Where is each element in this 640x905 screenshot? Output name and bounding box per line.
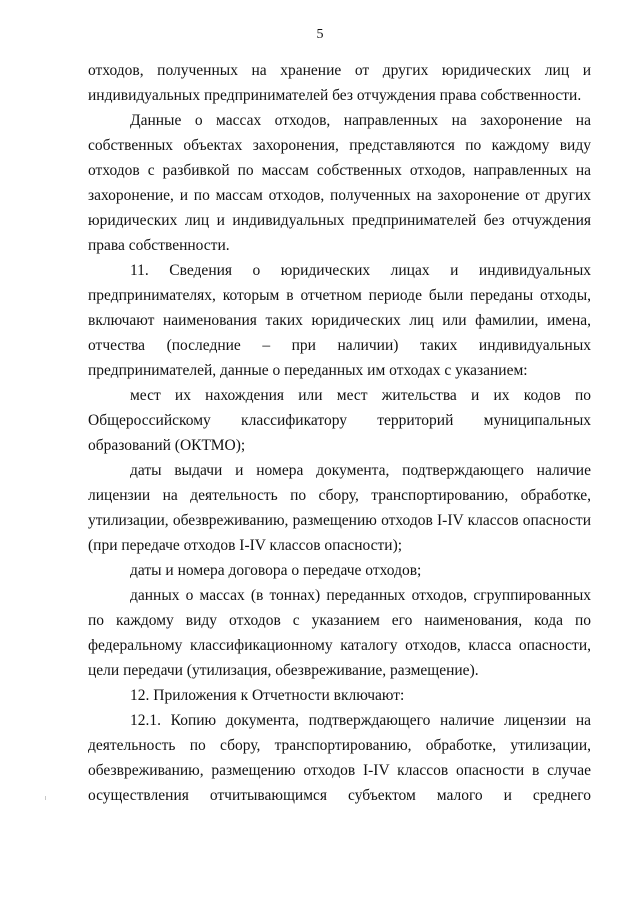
paragraph-mass-data: данных о массах (в тоннах) переданных отходов, сгруппированных по каждому виду отходов с указанием его наименования, кода по федеральному классификационному каталогу отходов, класса опасности, цели передачи (утилизация, обезвреживание, размещение). bbox=[88, 587, 591, 679]
margin-mark bbox=[45, 796, 46, 800]
paragraph-item-12-1: 12.1. Копию документа, подтверждающего наличие лицензии на деятельность по сбору, транспортированию, обработке, утилизации, обезвреживанию, размещению отходов I-IV классов опасности в случае осуществления отчитывающимся субъектом малого и среднего bbox=[88, 712, 591, 804]
paragraph-item-12: 12. Приложения к Отчетности включают: bbox=[130, 687, 405, 704]
page-number: 5 bbox=[316, 27, 324, 42]
paragraph-location-codes: мест их нахождения или мест жительства и их кодов по Общероссийскому классификатору территорий муниципальных образований (ОКТМО); bbox=[88, 387, 591, 454]
paragraph-license-dates: даты выдачи и номера документа, подтверждающего наличие лицензии на деятельность по сбору, транспортированию, обработке, утилизации, обезвреживанию, размещению отходов I-IV классов опасности (при передаче отходов I-IV классов опасности); bbox=[88, 462, 591, 554]
document-body bbox=[88, 58, 591, 808]
paragraph-continuation: отходов, полученных на хранение от других юридических лиц и индивидуальных предпринимателей без отчуждения права собственности. bbox=[88, 62, 591, 104]
paragraph-contract-dates: даты и номера договора о передаче отходов; bbox=[130, 562, 422, 579]
paragraph-disposal-data: Данные о массах отходов, направленных на захоронение на собственных объектах захоронения, представляются по каждому виду отходов с разбивкой по массам собственных отходов, направленных на захоронение, и по массам отходов, полученных на захоронение от других юридических лиц и индивидуальных предпринимателей без отчуждения права собственности. bbox=[88, 112, 591, 254]
paragraph-item-11: 11. Сведения о юридических лицах и индивидуальных предпринимателях, которым в отчетном периоде были переданы отходы, включают наименования таких юридических лиц или фамилии, имена, отчества (последние – при наличии) таких индивидуальных предпринимателей, данные о переданных им отходах с указанием: bbox=[88, 262, 591, 379]
